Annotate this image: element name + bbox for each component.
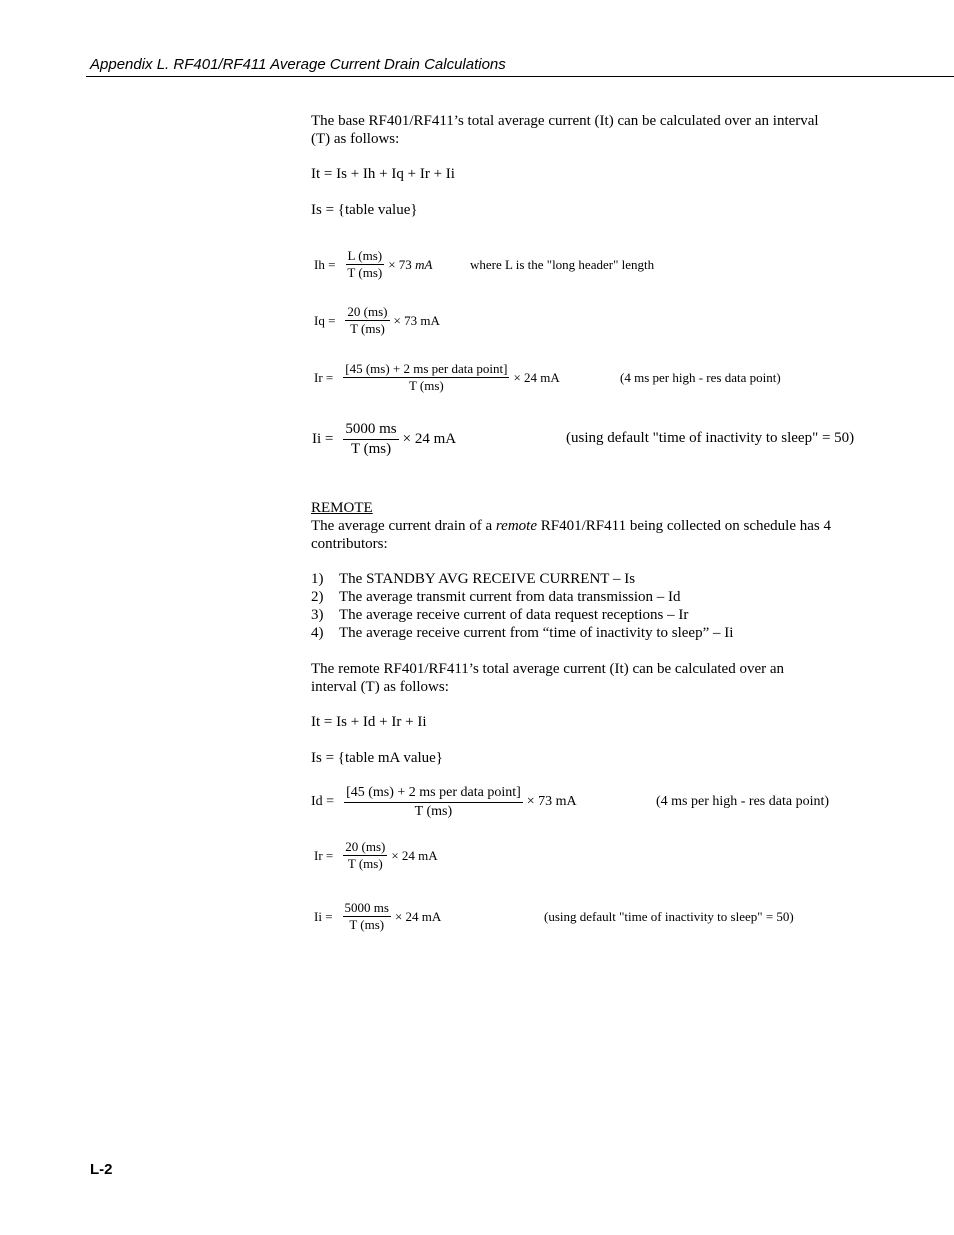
header-rule xyxy=(86,76,954,77)
ih-fraction xyxy=(345,248,384,282)
base-ir-equation xyxy=(314,361,560,395)
iq-numerator: 20 (ms) xyxy=(345,304,389,321)
remote-intro xyxy=(311,517,831,553)
base-ih-equation xyxy=(314,248,432,282)
id-factor: × 73 mA xyxy=(526,794,577,809)
remote-ii-fraction xyxy=(343,900,391,934)
list-item-text: The average transmit current from data transmission – Id xyxy=(339,589,681,605)
ih-numerator: L (ms) xyxy=(346,248,385,265)
base-is-equation: Is = {table value} xyxy=(311,202,418,218)
base-ii-equation xyxy=(312,420,456,459)
page-number: L-2 xyxy=(90,1161,113,1178)
remote-heading: REMOTE xyxy=(311,500,373,516)
ii-lhs: Ii = xyxy=(312,430,334,447)
ii-factor: × 24 mA xyxy=(402,430,457,447)
remote-ir-factor: × 24 mA xyxy=(391,847,438,863)
remote-it-equation: It = Is + Id + Ir + Ii xyxy=(311,714,427,730)
id-numerator: [45 (ms) + 2 ms per data point] xyxy=(344,784,523,803)
ii-note: (using default "time of inactivity to sleep" = 50) xyxy=(566,430,855,446)
ir-lhs: Ir = xyxy=(314,369,334,385)
list-item-number: 4) xyxy=(311,625,324,641)
remote-ir-fraction xyxy=(343,839,387,873)
ir-numerator: [45 (ms) + 2 ms per data point] xyxy=(343,361,509,378)
remote-ir-numerator: 20 (ms) xyxy=(343,839,387,856)
list-item-text: The STANDBY AVG RECEIVE CURRENT – Is xyxy=(339,571,636,587)
list-item xyxy=(311,588,733,606)
list-item xyxy=(311,570,733,588)
iq-factor: × 73 mA xyxy=(393,312,440,328)
remote-ii-lhs: Ii = xyxy=(314,908,333,924)
remote-id-equation xyxy=(311,784,577,820)
ii-numerator: 5000 ms xyxy=(343,420,398,440)
ih-note: where L is the "long header" length xyxy=(470,257,655,272)
remote-is-equation: Is = {table mA value} xyxy=(311,750,443,766)
remote-intro-pre: The average current drain of a xyxy=(311,518,496,534)
remote-intro-post: RF401/RF411 being collected on schedule has 4 contributors: xyxy=(311,518,832,552)
list-item-text: The average receive current from “time of inactivity to sleep” – Ii xyxy=(339,625,734,641)
ih-factor: × 73 xyxy=(388,256,412,272)
ii-denominator: T (ms) xyxy=(350,440,392,457)
list-item xyxy=(311,624,733,642)
remote-intro-em: remote xyxy=(495,518,538,534)
list-item-text: The average receive current of data request receptions – Ir xyxy=(339,607,689,623)
page-header: Appendix L. RF401/RF411 Average Current Drain Calculations xyxy=(90,56,506,73)
base-intro: The base RF401/RF411’s total average current (It) can be calculated over an interval (T) as follows: xyxy=(311,113,819,147)
ir-factor: × 24 mA xyxy=(513,369,560,385)
ih-lhs: Ih = xyxy=(314,256,336,272)
contributors-list xyxy=(311,570,733,642)
id-note: (4 ms per high - res data point) xyxy=(656,794,830,809)
remote-ii-numerator: 5000 ms xyxy=(343,900,391,917)
list-item-number: 3) xyxy=(311,607,324,623)
ih-unit: mA xyxy=(415,256,433,272)
ii-fraction xyxy=(343,420,398,459)
ir-fraction xyxy=(343,361,509,395)
base-it-equation: It = Is + Ih + Iq + Ir + Ii xyxy=(311,166,455,182)
remote-intro2: The remote RF401/RF411’s total average current (It) can be calculated over an interval (T) as follows: xyxy=(311,661,785,695)
remote-ii-denominator: T (ms) xyxy=(349,917,385,933)
iq-fraction xyxy=(345,304,389,338)
iq-lhs: Iq = xyxy=(314,312,336,328)
list-item xyxy=(311,606,733,624)
list-item-number: 1) xyxy=(311,571,324,587)
id-denominator: T (ms) xyxy=(414,803,453,819)
remote-ii-equation xyxy=(314,900,441,934)
base-iq-equation xyxy=(314,304,440,338)
ir-note: (4 ms per high - res data point) xyxy=(620,370,781,385)
ih-denominator: T (ms) xyxy=(347,265,383,281)
remote-ii-note: (using default "time of inactivity to sleep" = 50) xyxy=(544,909,794,924)
iq-denominator: T (ms) xyxy=(350,321,385,337)
id-lhs: Id = xyxy=(311,794,335,809)
remote-ii-factor: × 24 mA xyxy=(394,908,442,924)
remote-ir-denominator: T (ms) xyxy=(347,856,383,872)
remote-ir-equation xyxy=(314,839,438,873)
list-item-number: 2) xyxy=(311,589,324,605)
remote-ir-lhs: Ir = xyxy=(314,847,334,863)
ir-denominator: T (ms) xyxy=(408,378,444,394)
id-fraction xyxy=(344,784,523,820)
